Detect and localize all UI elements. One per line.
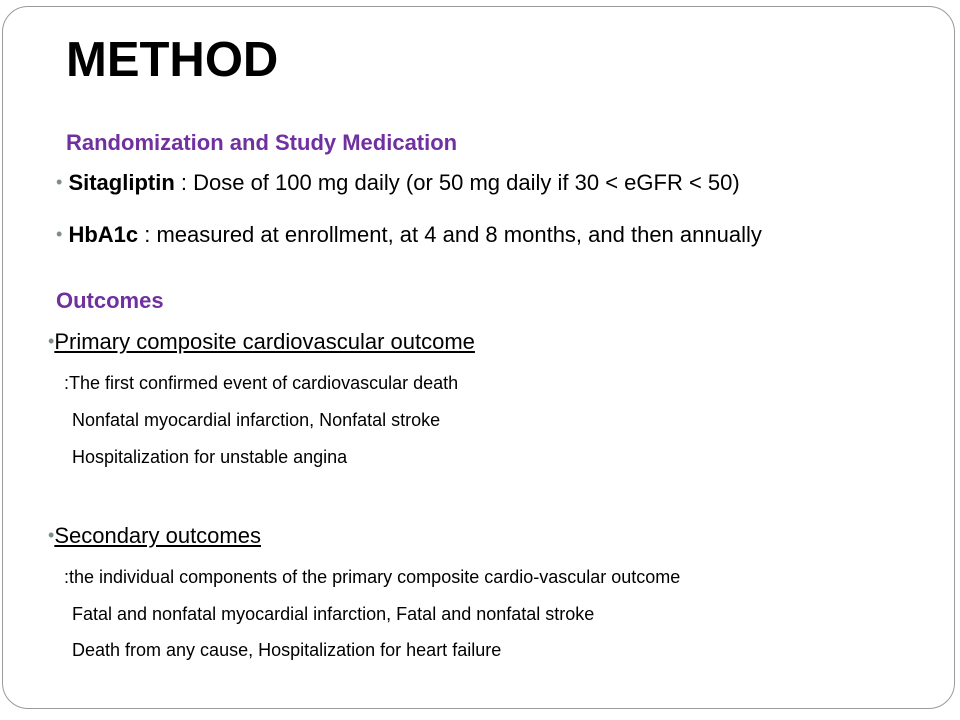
secondary-outcome-line: Fatal and nonfatal myocardial infarction, Fatal and nonfatal stroke bbox=[72, 604, 595, 624]
bullet-dot-icon: • bbox=[48, 525, 55, 545]
primary-outcome-line: :The first confirmed event of cardiovascular death bbox=[64, 373, 459, 393]
bullet-term: Sitagliptin bbox=[68, 170, 175, 195]
bullet-dot-icon: • bbox=[48, 331, 55, 351]
primary-outcome-line: Hospitalization for unstable angina bbox=[72, 447, 348, 467]
section-heading-randomization: Randomization and Study Medication bbox=[66, 130, 458, 155]
bullet-text: : measured at enrollment, at 4 and 8 months, and then annually bbox=[138, 222, 762, 247]
bullet-sitagliptin bbox=[56, 172, 740, 194]
bullet-dot-icon: • bbox=[56, 224, 63, 244]
secondary-outcome-line: :the individual components of the primary composite cardio-vascular outcome bbox=[64, 567, 681, 587]
bullet-secondary-outcomes bbox=[48, 525, 261, 547]
slide-title: METHOD bbox=[66, 33, 279, 87]
secondary-outcomes-label: Secondary outcomes bbox=[54, 523, 261, 548]
bullet-hba1c bbox=[56, 224, 762, 246]
bullet-primary-outcome bbox=[48, 331, 475, 353]
bullet-text: : Dose of 100 mg daily (or 50 mg daily if 30 < eGFR < 50) bbox=[174, 170, 740, 195]
section-heading-outcomes: Outcomes bbox=[56, 288, 164, 313]
primary-outcome-line: Nonfatal myocardial infarction, Nonfatal stroke bbox=[72, 410, 441, 430]
bullet-term: HbA1c bbox=[68, 222, 139, 247]
secondary-outcome-line: Death from any cause, Hospitalization for heart failure bbox=[72, 640, 502, 660]
bullet-dot-icon: • bbox=[56, 172, 63, 192]
primary-outcome-label: Primary composite cardiovascular outcome bbox=[54, 329, 475, 354]
